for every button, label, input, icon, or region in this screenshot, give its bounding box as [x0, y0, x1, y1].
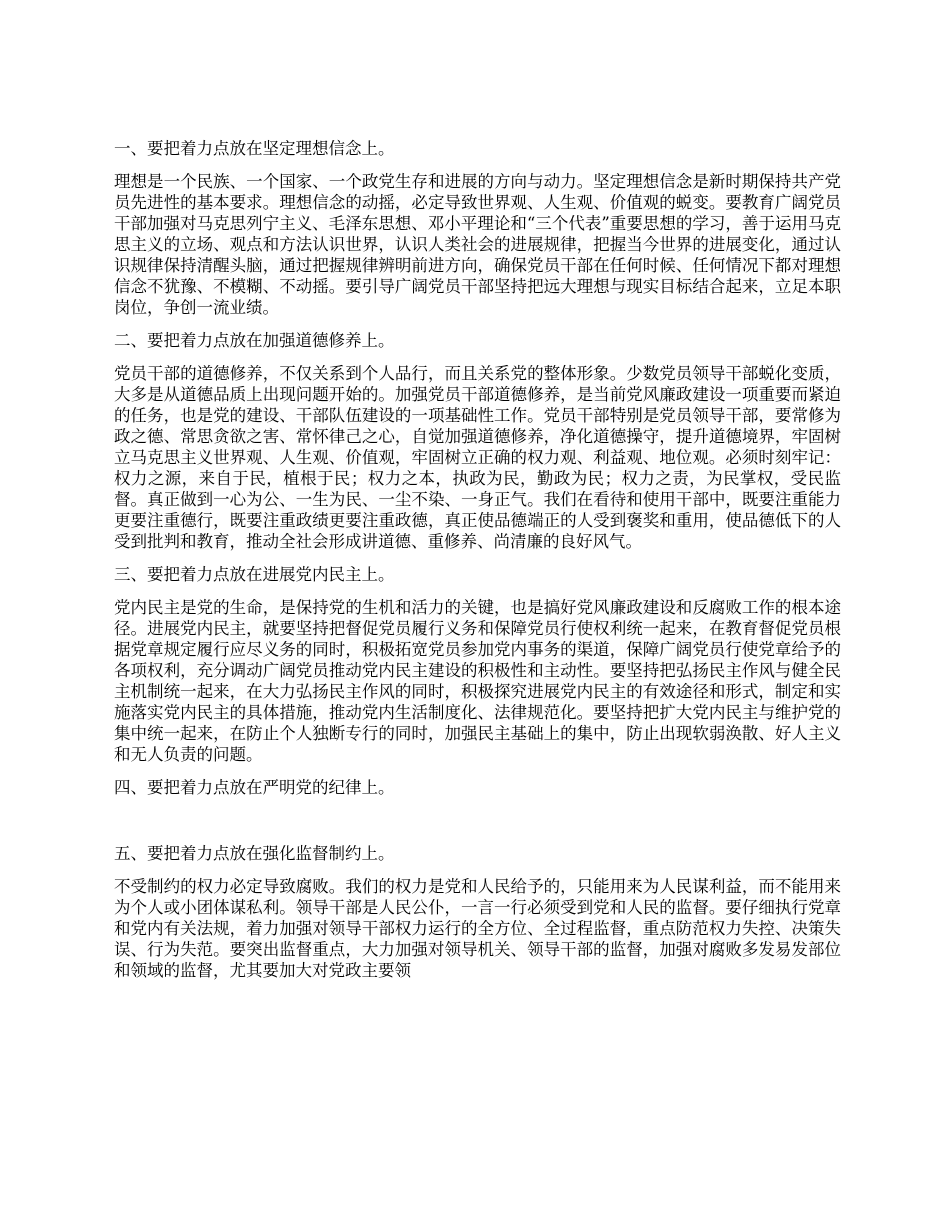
section-3-heading: 三、要把着力点放在进展党内民主上。 [114, 565, 395, 584]
document-page [114, 138, 841, 993]
section-2-paragraph: 党员干部的道德修养，不仅关系到个人品行，而且关系党的整体形象。少数党员领导干部蜕化变质，大多是从道德品质上出现问题开始的。加强党员干部道德修养，是当前党风廉政建设一项重要而紧迫的任务，也是党的建设、干部队伍建设的一项基础性工作。党员干部特别是党员领导干部，要常修为政之德、常思贪欲之害、常怀律己之心，自觉加强道德修养，净化道德操守，提升道德境界，牢固树立马克思主义世界观、人生观、价值观，牢固树立正确的权力观、利益观、地位观。必须时刻牢记：权力之源，来自于民，植根于民；权力之本，执政为民，勤政为民；权力之责，为民掌权，受民监督。真正做到一心为公、一生为民、一尘不染、一身正气。我们在看待和使用干部中，既要注重能力更要注重德行，既要注重政绩更要注重政德，真正使品德端正的人受到褒奖和重用，使品德低下的人受到批判和教育，推动全社会形成讲道德、重修养、尚清廉的良好风气。 [114, 364, 841, 551]
section-2-heading: 二、要把着力点放在加强道德修养上。 [114, 331, 395, 350]
section-3-paragraph: 党内民主是党的生命，是保持党的生机和活力的关键，也是搞好党风廉政建设和反腐败工作的根本途径。进展党内民主，就要坚持把督促党员履行义务和保障党员行使权利统一起来，在教育督促党员根据党章规定履行应尽义务的同时，积极拓宽党员参加党内事务的渠道，保障广阔党员行使党章给予的各项权利，充分调动广阔党员推动党内民主建设的积极性和主动性。要坚持把弘扬民主作风与健全民主机制统一起来，在大力弘扬民主作风的同时，积极探究进展党内民主的有效途径和形式，制定和实施落实党内民主的具体措施，推动党内生活制度化、法律规范化。要坚持把扩大党内民主与维护党的集中统一起来，在防止个人独断专行的同时，加强民主基础上的集中，防止出现软弱涣散、好人主义和无人负责的问题。 [114, 598, 841, 764]
section-5-heading: 五、要把着力点放在强化监督制约上。 [114, 844, 395, 863]
section-1-paragraph: 理想是一个民族、一个国家、一个政党生存和进展的方向与动力。坚定理想信念是新时期保持共产党员先进性的基本要求。理想信念的动摇，必定导致世界观、人生观、价值观的蜕变。要教育广阔党员干部加强对马克思列宁主义、毛泽东思想、邓小平理论和“三个代表”重要思想的学习，善于运用马克思主义的立场、观点和方法认识世界，认识人类社会的进展规律，把握当今世界的进展变化，通过认识规律保持清醒头脑，通过把握规律辨明前进方向，确保党员干部在任何时候、任何情况下都对理想信念不犹豫、不模糊、不动摇。要引导广阔党员干部坚持把远大理想与现实目标结合起来，立足本职岗位，争创一流业绩。 [114, 172, 841, 317]
section-5-paragraph: 不受制约的权力必定导致腐败。我们的权力是党和人民给予的，只能用来为人民谋利益，而不能用来为个人或小团体谋私利。领导干部是人民公仆，一言一行必须受到党和人民的监督。要仔细执行党章和党内有关法规，着力加强对领导干部权力运行的全方位、全过程监督，重点防范权力失控、决策失误、行为失范。要突出监督重点，大力加强对领导机关、领导干部的监督，加强对腐败多发易发部位和领域的监督，尤其要加大对党政主要领 [114, 877, 841, 980]
section-1-heading: 一、要把着力点放在坚定理想信念上。 [114, 139, 395, 158]
section-4-heading: 四、要把着力点放在严明党的纪律上。 [114, 778, 395, 797]
